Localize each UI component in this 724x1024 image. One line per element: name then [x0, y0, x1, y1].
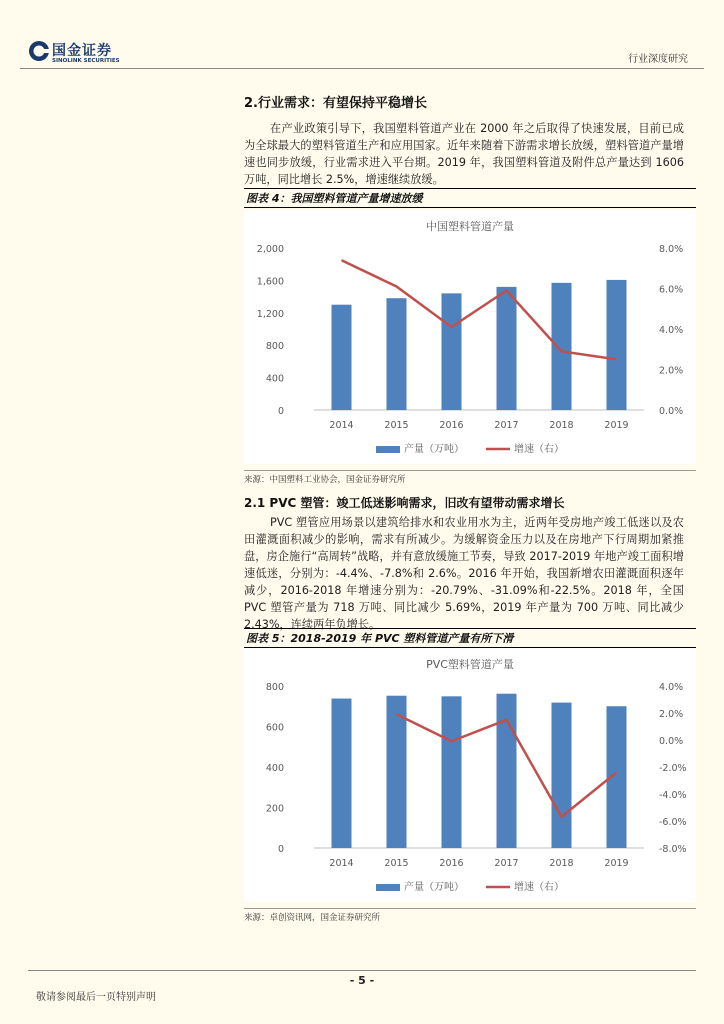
y-left-tick-label: 2,000: [256, 244, 284, 255]
bar: [607, 280, 627, 410]
section-paragraph: 在产业政策引导下，我国塑料管道产业在 2000 年之后取得了快速发展，目前已成为全球最大的塑料管道生产和应用国家。近年来随着下游需求增长放缓，塑料管道产量增速也同步放缓，行业需求进入平台期。2019 年，我国塑料管道及附件总产量达到 1606 万吨，同比增长 2.5%，增速继续放缓。: [244, 122, 684, 186]
y-right-tick-label: -6.0%: [659, 817, 687, 828]
report-type: 行业深度研究: [628, 54, 688, 65]
disclaimer-note: 敬请参阅最后一页特别声明: [36, 992, 156, 1003]
chart-2: [244, 648, 696, 902]
page-number: - 5 -: [349, 974, 375, 987]
footer-divider: [28, 970, 696, 971]
y-right-tick-label: 0.0%: [659, 736, 684, 747]
figure-4-rule: [244, 470, 696, 471]
bar: [332, 305, 352, 410]
x-tick-label: 2017: [494, 858, 519, 869]
x-tick-label: 2015: [384, 420, 409, 431]
y-left-tick-label: 800: [265, 341, 284, 353]
company-logo: [28, 40, 128, 68]
growth-rate-line: [342, 260, 617, 359]
subsection-heading: 2.1 PVC 塑管：竣工低迷影响需求，旧改有望带动需求增长: [244, 496, 565, 510]
bar: [387, 298, 407, 410]
y-right-tick-label: -2.0%: [659, 763, 687, 774]
chart-2-container: [244, 648, 696, 902]
y-left-tick-label: 1,600: [256, 276, 284, 288]
y-left-tick-label: 400: [265, 373, 284, 385]
chart-title: 中国塑料管道产量: [426, 220, 514, 233]
x-tick-label: 2014: [329, 858, 354, 869]
y-left-tick-label: 0: [277, 406, 284, 417]
y-right-tick-label: 4.0%: [659, 325, 684, 336]
y-left-tick-label: 0: [277, 844, 284, 855]
bar: [332, 699, 352, 848]
figure-5-title: 图表 5：2018-2019 年 PVC 塑料管道产量有所下滑: [246, 632, 514, 645]
bar: [497, 287, 517, 410]
x-tick-label: 2014: [329, 420, 354, 431]
y-right-tick-label: 2.0%: [659, 709, 684, 720]
figure-4-title: 图表 4：我国塑料管道产量增速放缓: [246, 192, 423, 205]
x-tick-label: 2015: [384, 858, 409, 869]
legend-bar-label: 产量（万吨）: [404, 882, 464, 893]
bar: [442, 293, 462, 410]
x-tick-label: 2017: [494, 420, 519, 431]
logo-chinese-name: 国金证券: [52, 43, 112, 59]
legend-bar-swatch: [376, 446, 400, 453]
x-tick-label: 2019: [604, 858, 629, 869]
y-left-tick-label: 600: [265, 722, 284, 734]
y-left-tick-label: 800: [265, 682, 284, 693]
legend-bar-label: 产量（万吨）: [404, 444, 464, 455]
legend-line-label: 增速（右）: [514, 882, 564, 893]
y-right-tick-label: 8.0%: [659, 244, 684, 255]
y-right-tick-label: -4.0%: [659, 790, 687, 801]
page-header: [0, 0, 724, 72]
x-tick-label: 2016: [439, 420, 464, 431]
figure-5-title-bar: [244, 628, 696, 648]
y-right-tick-label: 6.0%: [659, 284, 684, 296]
subsection-paragraph: PVC 塑管应用场景以建筑给排水和农业用水为主，近两年受房地产竣工低迷以及农田灌溉面积减少的影响，需求有所减少。为缓解资金压力以及在房地产下行周期加紧推盘，房企施行“高周转”战略，并有意放缓施工节奏，导致 2017-2019 年地产竣工面积增速低迷，分别为：-4.4%、-7.8%和 2.6%。2016 年开始，我国新增农田灌溉面积逐年减少，2016-2018 年增速分别为：-20.79%、-31.09%和-22.5%。2018 年，全国 PVC 塑管产量为 718 万吨、同比减少 5.69%，2019 年产量为 700 万吨、同比减少 2.43%，连续两年负增长。: [244, 516, 684, 631]
header-divider: [20, 68, 704, 69]
legend-bar-swatch: [376, 884, 400, 891]
chart-1-container: [244, 210, 696, 464]
y-right-tick-label: -8.0%: [659, 844, 687, 855]
figure-4-title-bar: [244, 188, 696, 208]
x-tick-label: 2016: [439, 858, 464, 869]
figure-5-source: 来源：卓创资讯网，国金证券研究所: [244, 913, 381, 923]
x-tick-label: 2018: [549, 420, 574, 431]
bar: [552, 283, 572, 410]
bar: [552, 703, 572, 848]
figure-5-rule: [244, 908, 696, 909]
legend-line-label: 增速（右）: [514, 444, 564, 455]
y-left-tick-label: 200: [265, 803, 284, 815]
y-left-tick-label: 1,200: [256, 308, 284, 320]
y-right-tick-label: 4.0%: [659, 682, 684, 693]
x-tick-label: 2019: [604, 420, 629, 431]
figure-4-source: 来源：中国塑料工业协会，国金证券研究所: [244, 475, 406, 485]
bar: [442, 696, 462, 848]
y-left-tick-label: 400: [265, 763, 284, 774]
logo-english-name: SINOLINK SECURITIES: [52, 58, 120, 64]
chart-title: PVC塑料管道产量: [426, 658, 514, 671]
section-heading: 2.行业需求：有望保持平稳增长: [244, 96, 427, 111]
chart-1: [244, 210, 696, 464]
x-tick-label: 2018: [549, 858, 574, 869]
bar: [497, 694, 517, 848]
logo-mark-icon: [28, 40, 50, 62]
y-right-tick-label: 2.0%: [659, 365, 684, 377]
y-right-tick-label: 0.0%: [659, 406, 684, 417]
